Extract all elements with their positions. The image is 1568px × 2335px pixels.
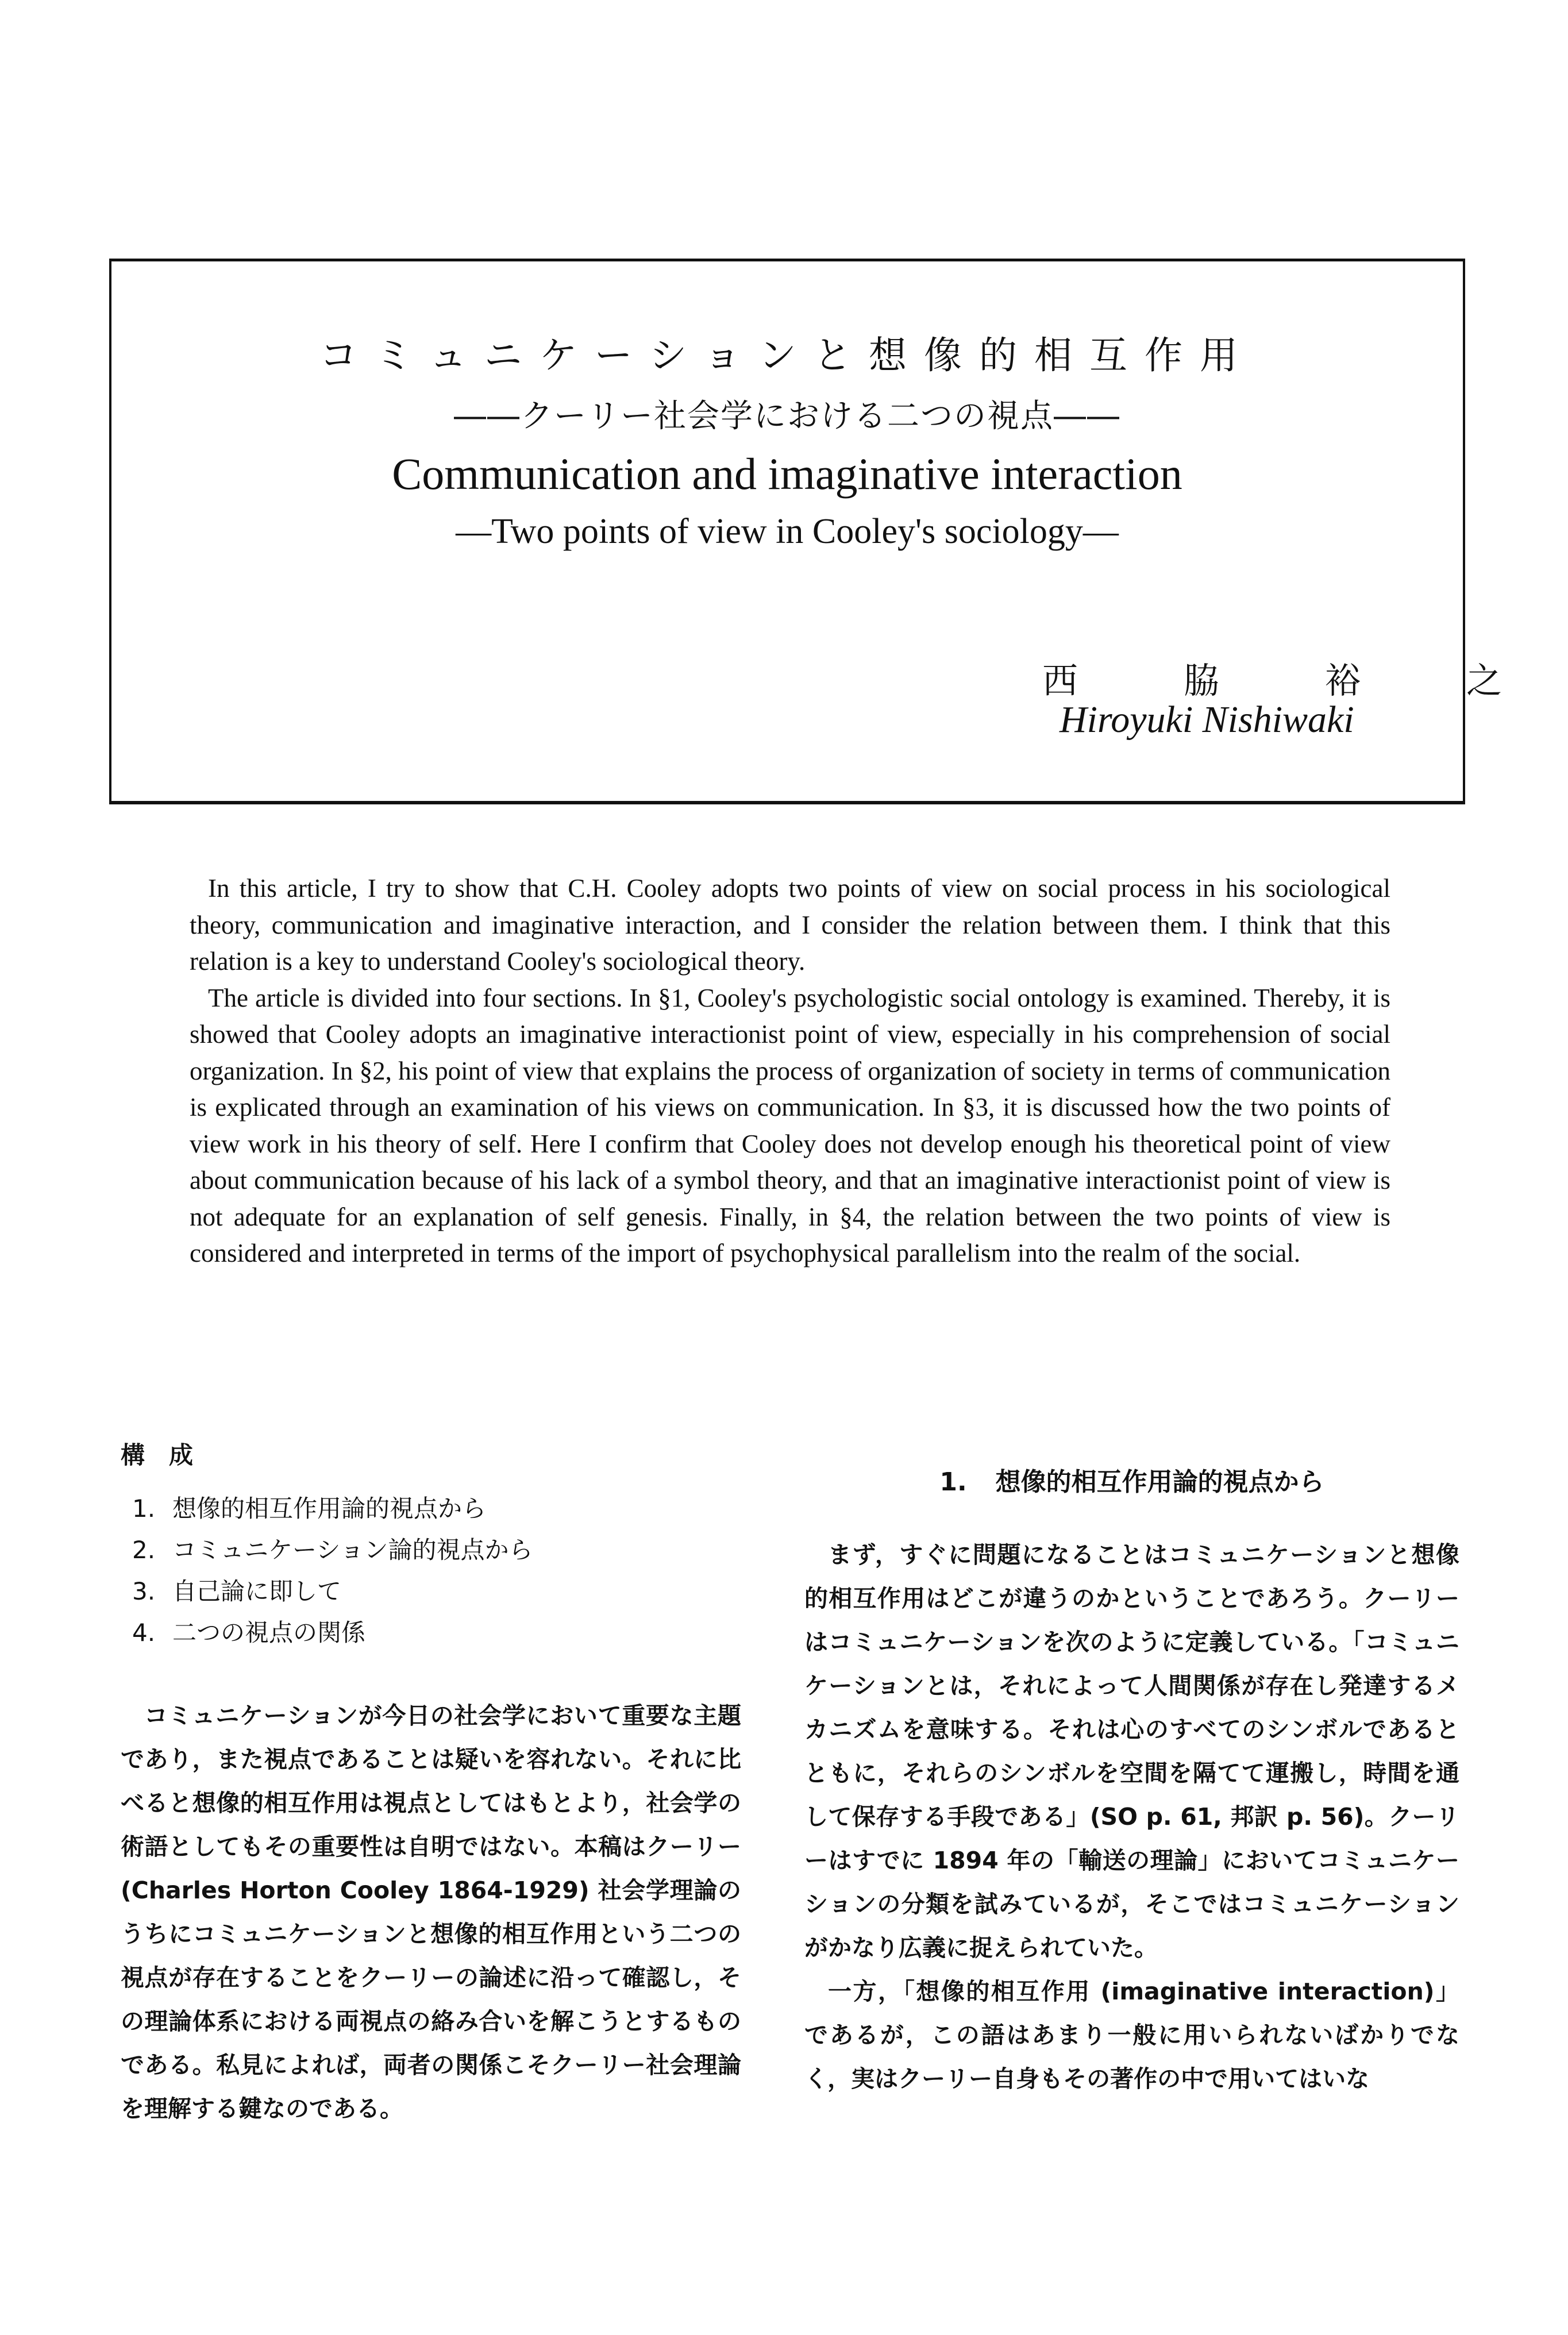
toc-label: 想像的相互作用論的視点から — [172, 1494, 487, 1523]
abstract-paragraph: In this article, I try to show that C.H. Cooley adopts two points of view on social process in his sociological theory, communication and imaginative interaction, and I consider the relation between them. I think that this relation is a key to understand Cooley's sociological theory. — [190, 874, 1390, 976]
japanese-title: コミュニケーションと想像的相互作用 — [319, 333, 1255, 377]
title-box — [109, 259, 1502, 804]
author-char: 西 — [1042, 660, 1078, 702]
author-char: 裕 — [1324, 660, 1361, 702]
section-title: 想像的相互作用論的視点から — [995, 1467, 1324, 1497]
toc-label: 自己論に即して — [172, 1577, 342, 1605]
body-paragraph: 一方，「想像的相互作用 (imaginative interaction)」であるが，この語はあまり一般に用いられないばかりでなく，実はクーリー自身もその著作の中で用いてはいな — [804, 1978, 1459, 2093]
body-paragraph: まず，すぐに問題になることはコミュニケーションと想像的相互作用はどこが違うのかということであろう。クーリーはコミュニケーションを次のように定義している。「コミュニケーションとは，それによって人間関係が存在し発達するメカニズムを意味する。それは心のすべてのシンボルであるとともに，それらのシンボルを空間を隔てて運搬し，時間を通して保存する手段である」(SO p. 61, 邦訳 p. 56)。クーリーはすでに 1894 年の「輸送の理論」においてコミュニケーションの分類を試みているが，そこではコミュニケーションがかなり広義に捉えられていた。 — [804, 1541, 1459, 1962]
english-subtitle: —Two points of view in Cooley's sociology— — [456, 512, 1119, 551]
toc-label: 二つの視点の関係 — [172, 1619, 366, 1647]
section-number: 1. — [939, 1467, 967, 1497]
toc-number: 1. — [132, 1494, 156, 1523]
toc-label: コミュニケーション論的視点から — [172, 1536, 533, 1564]
abstract-paragraph: The article is divided into four sections. In §1, Cooley's psychologistic social ontology is examined. Thereby, it is showed that Cooley adopts an imaginative interactionist point of view, especially in his comprehension of social organization. In §2, his point of view that explains the process of organization of society in terms of communication is explicated through an examination of his views on communication. In §3, it is discussed how the two points of view work in his theory of self. Here I confirm that Cooley does not develop enough his theoretical point of view about communication because of his lack of a symbol theory, and that an imaginative interactionist point of view is not adequate for an explanation of self genesis. Finally, in §4, the relation between the two points of view is considered and interpreted in terms of the import of psychophysical parallelism into the realm of the social. — [190, 983, 1390, 1267]
toc-item — [121, 1612, 741, 1654]
english-title: Communication and imaginative interaction — [392, 449, 1182, 499]
right-column — [804, 1465, 1459, 2101]
toc-number: 3. — [132, 1577, 156, 1605]
intro-paragraph: コミュニケーションが今日の社会学において重要な主題であり，また視点であることは疑いを容れない。それに比べると想像的相互作用は視点としてはもとより，社会学の術語としてもその重要性は自明ではない。本稿はクーリー (Charles Horton Cooley 1864-1929) 社会学理論のうちにコミュニケーションと想像的相互作用という二つの視点が存在することをクーリーの論述に沿って確認し，その理論体系における両視点の絡み合いを解こうとするものである。私見によれば，両者の関係こそクーリー社会理論を理解する鍵なのである。 — [121, 1702, 741, 2122]
toc-item — [121, 1488, 741, 1529]
author-char: 之 — [1466, 660, 1502, 702]
toc-heading: 構 成 — [121, 1441, 194, 1469]
toc-item — [121, 1529, 741, 1571]
author-name-japanese — [1042, 652, 1502, 703]
section-heading — [804, 1465, 1459, 1500]
left-column — [121, 1436, 741, 2130]
abstract — [190, 870, 1390, 1272]
toc-number: 4. — [132, 1619, 156, 1647]
toc-item — [121, 1571, 741, 1612]
author-char: 脇 — [1183, 660, 1219, 702]
toc-number: 2. — [132, 1536, 156, 1564]
author-name-english: Hiroyuki Nishiwaki — [1060, 699, 1354, 741]
japanese-subtitle: ――クーリー社会学における二つの視点―― — [454, 398, 1120, 435]
